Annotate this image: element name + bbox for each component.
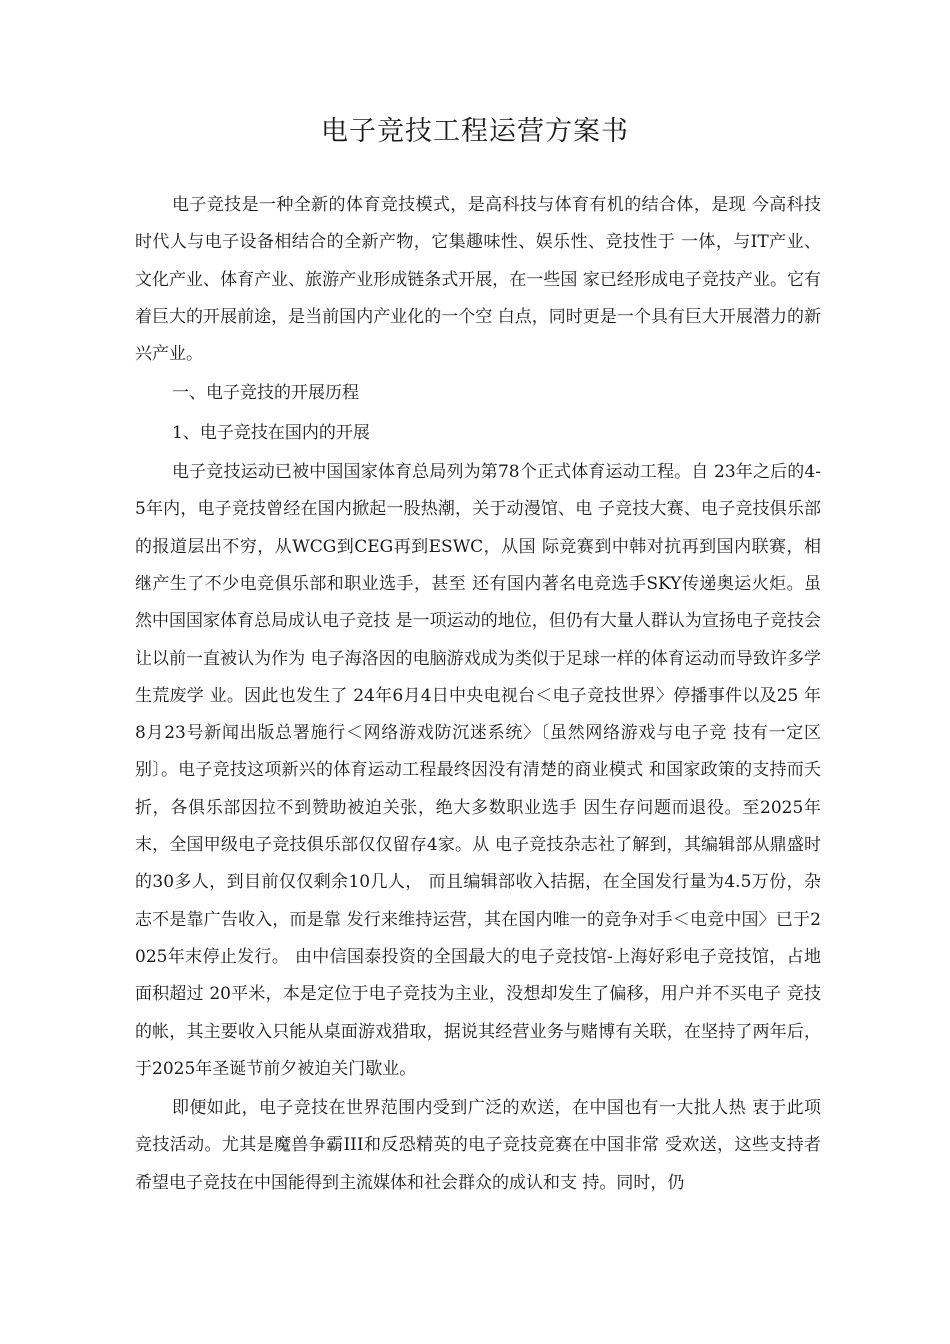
document-title: 电子竞技工程运营方案书 — [321, 116, 629, 147]
section-heading: 一、电子竞技的开展历程 — [172, 383, 359, 404]
document-body — [135, 187, 821, 1202]
subsection-heading: 1、电子竞技在国内的开展 — [172, 422, 370, 443]
history-paragraph: 电子竞技运动已被中国国家体育总局列为第78个正式体育运动工程。自 23年之后的4-5年内，电子竞技曾经在国内掀起一股热潮，关于动漫馆、电 子竞技大赛、电子竞技俱乐部的报道层出不穷，从WCG到CEG再到ESWC，从国 际竞赛到中韩对抗再到国内联赛，相继产生了不少电竞俱乐部和职业选手，甚至 还有国内著名电竞选手SKY传递奥运火炬。虽然中国国家体育总局成认电子竞技 是一项运动的地位，但仍有大量人群认为宣扬电子竞技会让以前一直被认为作为 电子海洛因的电脑游戏成为类似于足球一样的体育运动而导致许多学生荒废学 业。因此也发生了 24年6月4日中央电视台＜电子竞技世界〉停播事件以及25 年8月23号新闻出版总署施行＜网络游戏防沉迷系统〉〔虽然网络游戏与电子竞 技有一定区别〕。电子竞技这项新兴的体育运动工程最终因没有清楚的商业模式 和国家政策的支持而夭折，各俱乐部因拉不到赞助被迫关张，绝大多数职业选手 因生存问题而退役。至2025年末，全国甲级电子竞技俱乐部仅仅留存4家。从 电子竞技杂志社了解到，其编辑部从鼎盛时的30多人，到目前仅仅剩余10几人， 而且编辑部收入拮据，在全国发行量为4.5万份，杂志不是靠广告收入，而是靠 发行来维持运营，其在国内唯一的竞争对手＜电竞中国〉已于2025年末停止发行。 由中信国泰投资的全国最大的电子竞技馆-上海好彩电子竞技馆，占地面积超过 20平米，本是定位于电子竞技为主业，没想却发生了偏移，用户并不买电子 竞技的帐，其主要收入只能从桌面游戏猎取，据说其经营业务与赌博有关联，在坚持了两年后，于2025年圣诞节前夕被迫关门歇业。 — [135, 462, 821, 1079]
intro-paragraph: 电子竞技是一种全新的体育竞技模式，是高科技与体育有机的结合体，是现 今高科技时代人与电子设备相结合的全新产物，它集趣味性、娱乐性、竞技性于 一体，与IT产业、文化产业、体育产业、旅游产业形成链条式开展，在一些国 家已经形成电子竞技产业。它有着巨大的开展前途，是当前国内产业化的一个空 白点，同时更是一个具有巨大开展潜力的新兴产业。 — [135, 195, 821, 365]
popularity-paragraph: 即便如此，电子竞技在世界范围内受到广泛的欢送，在中国也有一大批人热 衷于此项竞技活动。尤其是魔兽争霸III和反恐精英的电子竞技竞赛在中国非常 受欢送，这些支持者希望电子竞技在中国能得到主流媒体和社会群众的成认和支 持。同时，仍 — [135, 1098, 821, 1193]
